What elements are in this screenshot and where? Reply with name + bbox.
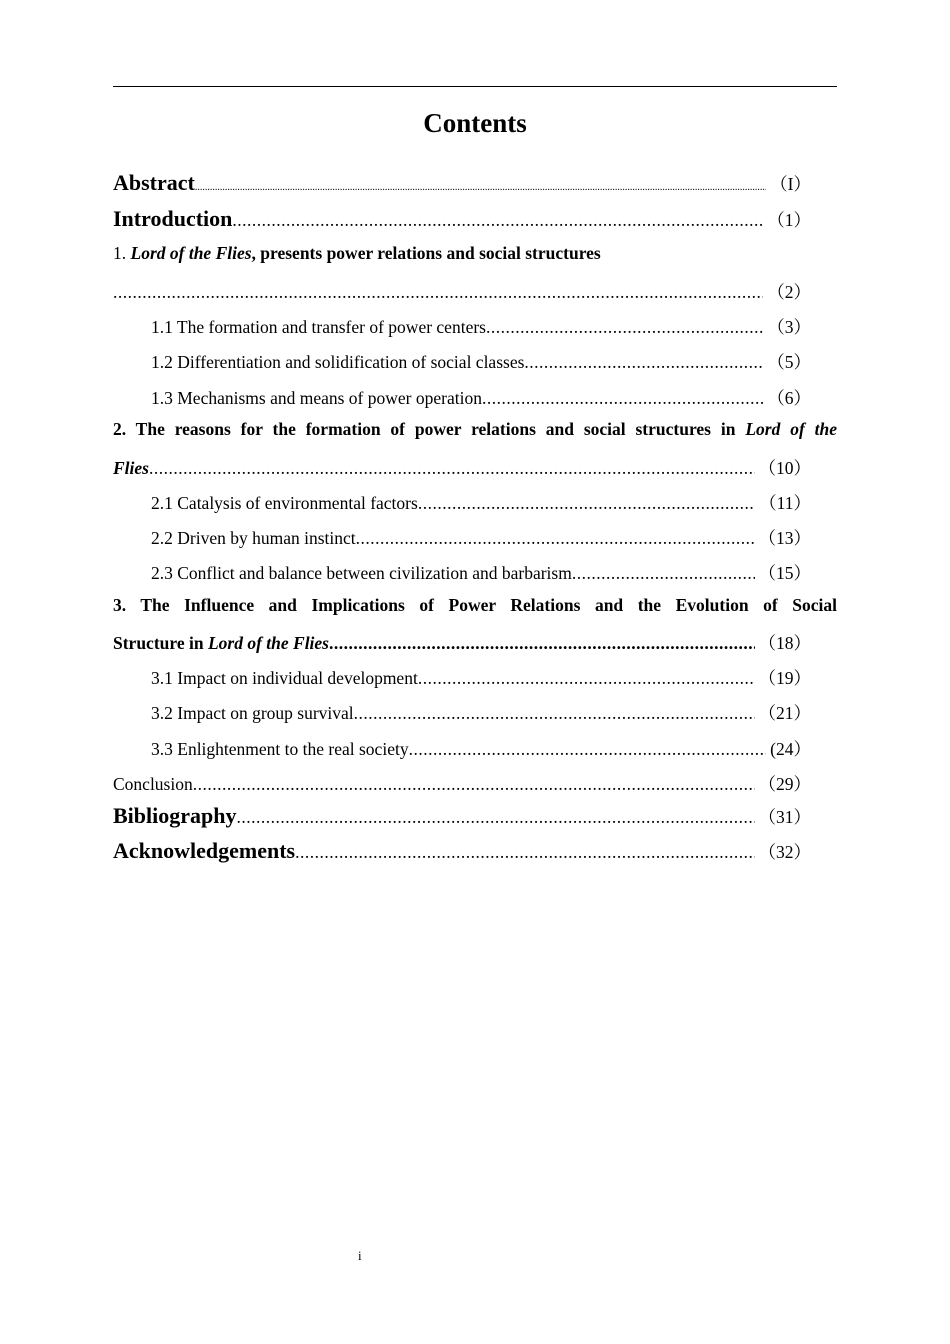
toc-label: 1.1 The formation and transfer of power centers [151, 317, 486, 337]
leader-dots [354, 703, 755, 724]
leader-dots [329, 633, 755, 654]
leader-dots [193, 774, 755, 795]
toc-entry-section-3-title[interactable]: 3. The Influence and Implications of Power Relations and the Evolution of Social [113, 595, 837, 615]
toc-entry-acknowledgements[interactable] [113, 838, 811, 864]
toc-page: （5） [767, 352, 811, 372]
toc-entry-conclusion[interactable] [113, 771, 811, 796]
header-rule [113, 86, 837, 87]
toc-entry-introduction[interactable] [113, 206, 811, 232]
leader-dots [113, 282, 763, 303]
toc-label: 3.1 Impact on individual development [151, 668, 418, 688]
toc-label: Conclusion [113, 774, 193, 794]
toc-label: 1.3 Mechanisms and means of power operation [151, 388, 482, 408]
toc-page: （31） [758, 807, 811, 827]
toc-entry-section-1-title[interactable]: 1. Lord of the Flies, presents power relations and social structures [113, 243, 601, 263]
toc-page: （29） [758, 774, 811, 794]
toc-label: Abstract [113, 170, 195, 195]
toc-entry-1-3[interactable] [151, 385, 811, 410]
toc-page: （2） [767, 282, 811, 302]
toc-page: （13） [758, 528, 811, 548]
toc-page: （15） [758, 563, 811, 583]
toc-entry-2-2[interactable] [151, 525, 811, 550]
leader-dots [418, 493, 755, 514]
toc-entry-2-3[interactable] [151, 560, 811, 585]
toc-entry-3-2[interactable] [151, 700, 811, 725]
toc-page: （I） [770, 174, 811, 194]
leader-dots [524, 352, 763, 373]
toc-entry-3-3[interactable] [151, 736, 811, 761]
toc-entry-1-2[interactable] [151, 349, 811, 374]
leader-dots [572, 563, 755, 584]
toc-label: 1.2 Differentiation and solidification of social classes [151, 352, 525, 372]
leader-dots [356, 528, 755, 549]
page-title: Contents [423, 108, 527, 138]
toc-entry-abstract[interactable] [113, 170, 811, 196]
toc-label: Structure in Lord of the Flies [113, 633, 329, 653]
toc-page: (24） [770, 739, 811, 759]
toc-page: （3） [767, 317, 811, 337]
toc-label: 2.1 Catalysis of environmental factors [151, 493, 418, 513]
toc-label: 3.3 Enlightenment to the real society [151, 739, 409, 759]
toc-entry-section-2-title[interactable]: 2. The reasons for the formation of power relations and social structures in Lord of the [113, 419, 837, 439]
toc-page: （19） [758, 668, 811, 688]
toc-label: Introduction [113, 206, 233, 231]
toc-label: Acknowledgements [113, 838, 296, 863]
toc-page: （21） [758, 703, 811, 723]
leader-dots [486, 317, 763, 338]
toc-label: Bibliography [113, 803, 237, 828]
page-number: i [358, 1248, 362, 1263]
leader-dots [195, 182, 766, 193]
toc-page: （6） [767, 388, 811, 408]
leader-dots [482, 388, 763, 409]
leader-dots [149, 458, 755, 479]
leader-dots [409, 739, 767, 760]
toc-label: 3.2 Impact on group survival [151, 703, 354, 723]
toc-entry-section-3[interactable] [113, 630, 811, 655]
leader-dots [418, 668, 755, 689]
leader-dots [232, 210, 763, 231]
toc-page: （18） [758, 633, 811, 653]
toc-label: 2.3 Conflict and balance between civilization and barbarism [151, 563, 572, 583]
leader-dots [236, 807, 754, 828]
toc-page: （32） [758, 842, 811, 862]
toc-label: Flies [113, 458, 149, 478]
toc-page: （1） [767, 210, 811, 230]
toc-entry-section-1[interactable] [113, 279, 811, 304]
toc-entry-1-1[interactable] [151, 314, 811, 339]
toc-entry-2-1[interactable] [151, 490, 811, 515]
toc-entry-section-2[interactable] [113, 455, 811, 480]
toc-page: （10） [758, 458, 811, 478]
leader-dots [295, 842, 754, 863]
toc-page: （11） [759, 493, 811, 513]
toc-label: 2.2 Driven by human instinct [151, 528, 356, 548]
toc-entry-3-1[interactable] [151, 665, 811, 690]
toc-entry-bibliography[interactable] [113, 803, 811, 829]
